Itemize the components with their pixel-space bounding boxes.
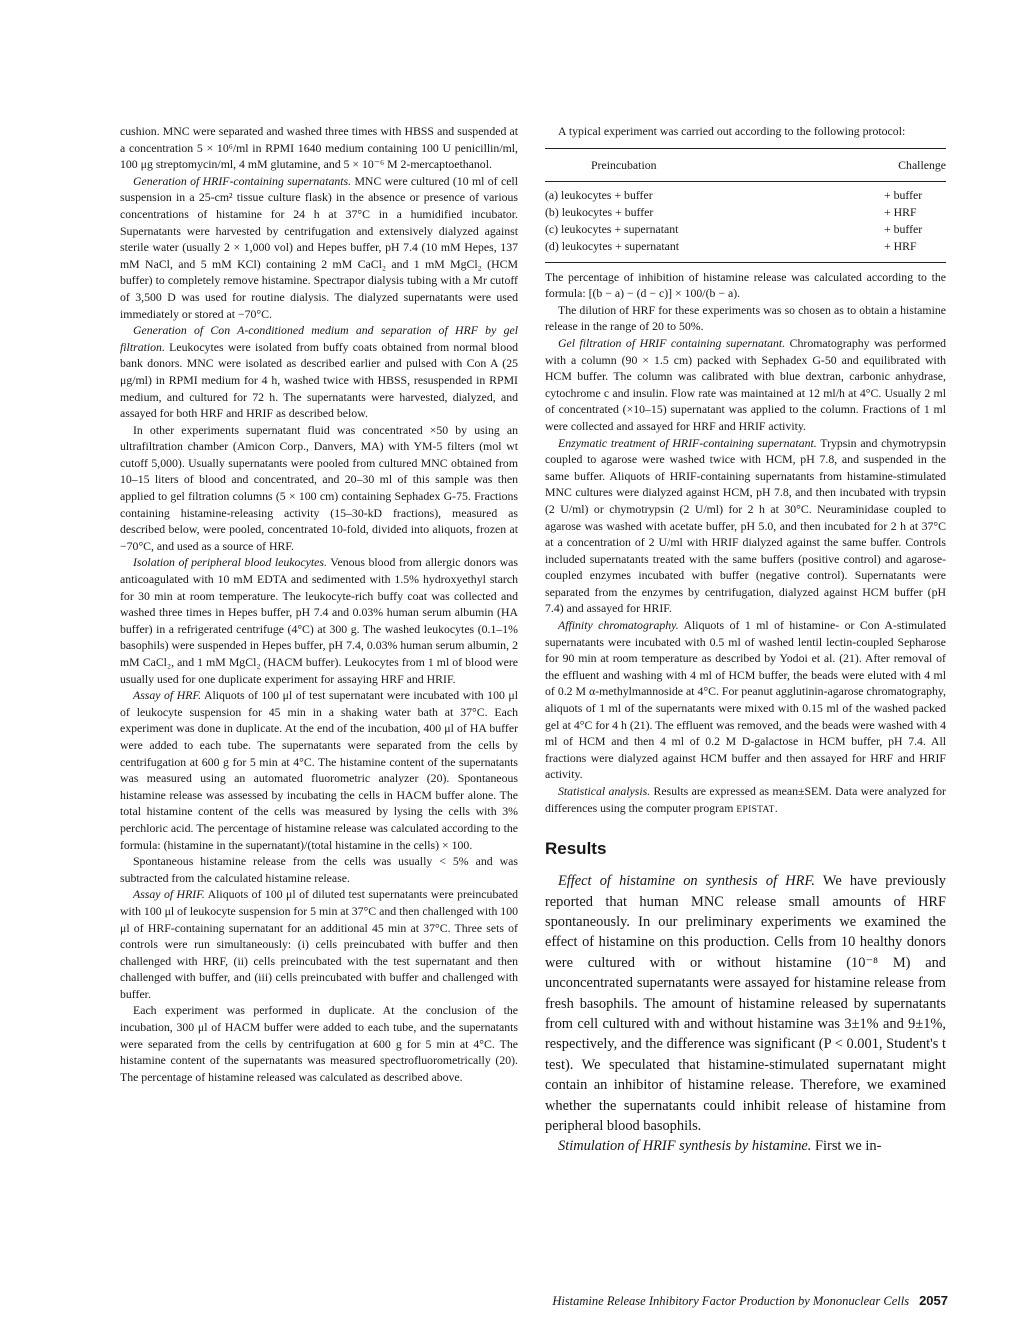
paragraph-cell-separation: cushion. MNC were separated and washed three times with HBSS and suspended at a concentration 5 × 10⁶/ml in RPMI 1640 medium containing 100 U penicillin/ml, 100 μg streptomycin/ml, 4 mM glutamine, and 5 × 10⁻⁶ M 2-mercaptoethanol. (120, 124, 518, 172)
protocol-table (545, 148, 946, 263)
paragraph-end: . (774, 800, 778, 815)
subheading: Effect of histamine on synthesis of HRF. (558, 873, 815, 890)
header-challenge: Challenge (898, 157, 946, 172)
table-header (545, 149, 946, 182)
running-title: Histamine Release Inhibitory Factor Production by Mononuclear Cells (552, 1294, 910, 1308)
cell-preincubation: (d) leukocytes + supernatant (545, 238, 680, 253)
paragraph-histamine-effect (545, 871, 946, 1136)
paragraph-gel-filtration (545, 335, 946, 435)
table-row (545, 187, 946, 204)
paragraph-affinity-chromatography (545, 617, 946, 783)
header-preincubation: Preincubation (591, 157, 657, 172)
subheading: Generation of HRIF-containing supernatants. (133, 173, 352, 188)
table-row (545, 204, 946, 221)
cell-preincubation: (c) leukocytes + supernatant (545, 221, 679, 236)
paragraph-leukocyte-isolation (120, 554, 518, 687)
paragraph-hrf-dilution: The dilution of HRF for these experiments was so chosen as to obtain a histamine release in the range of 20 to 50%. (545, 302, 946, 334)
cell-challenge: + HRF (884, 238, 917, 253)
subheading: Stimulation of HRIF synthesis by histamine. (558, 1138, 812, 1155)
paragraph-statistical-analysis (545, 783, 946, 818)
left-column (120, 123, 518, 1085)
paragraph-body: Venous blood from allergic donors was anticoagulated with 10 mM EDTA and sedimented with 1.5% hydroxyethyl starch for 30 min at room temperature. The leukocyte-rich buffy coat was collected and washed three times in Hepes buffer, pH 7.4 and 0.03% human serum albumin (HA buffer) in a refrigerated centrifuge (4°C) at 300 g. The washed leukocytes (0.1–1% basophils) were suspended in Hepes buffer, pH 7.4, 0.03% human serum albumin, 2 mM CaCl₂, and 1 mM MgCl₂ (HACM buffer). Leukocytes from 1 ml of blood were usually used for one duplicate experiment for assaying HRF and HRIF. (120, 555, 518, 686)
cell-preincubation: (b) leukocytes + buffer (545, 204, 654, 219)
paragraph-hrif-supernatants (120, 173, 518, 322)
cell-challenge: + HRF (884, 204, 917, 219)
subheading: Statistical analysis. (558, 784, 651, 798)
paragraph-body: Aliquots of 1 ml of histamine- or Con A-stimulated supernatants were incubated with 0.5 ml of washed lentil lectin-coupled Sepharose for 90 min at room temperature as described by Yodoi et al. (21). After removal of the effluent and washing with 4 ml of HCM buffer, the beads were eluted with 4 ml of 0.2 M α-methylmannoside at 4°C. For peanut agglutinin-agarose chromatography, aliquots of 1 ml of the supernatants were mixed with 0.15 ml of the washed packed gel at 4°C for 4 h (21). The effluent was removed, and the beads were washed with 4 ml of HCM and then 4 ml of 0.2 M D-galactose in HCM buffer, pH 7.4. All fractions were dialyzed against HCM buffer and then assayed for HRF and HRIF activity. (545, 618, 946, 782)
subheading: Generation of Con A-conditioned medium and separation of HRF by gel filtration. (120, 323, 518, 354)
subheading: Assay of HRF. (133, 688, 202, 703)
page-number: 2057 (919, 1293, 948, 1308)
paragraph-protocol-intro: A typical experiment was carried out according to the following protocol: (558, 124, 906, 138)
results-heading: Results (545, 839, 607, 859)
paragraph-inhibition-formula: The percentage of inhibition of histamine release was calculated according to the formula: [(b − a) − (d − c)] × 100/(b − a). (545, 269, 946, 301)
paragraph-hrif-stimulation (545, 1136, 946, 1156)
paragraph-enzymatic-treatment (545, 435, 946, 618)
table-body (545, 182, 946, 262)
results-text (545, 871, 946, 1157)
cell-preincubation: (a) leukocytes + buffer (545, 187, 653, 202)
subheading: Gel filtration of HRIF containing supernatant. (558, 335, 786, 350)
cell-challenge: + buffer (884, 221, 923, 236)
paragraph-assay-hrf (120, 687, 518, 853)
subheading: Assay of HRIF. (133, 887, 205, 902)
right-column (545, 123, 946, 1157)
page-footer (120, 1293, 948, 1309)
paragraph-body: Aliquots of 100 μl of diluted test supernatants were preincubated with 100 μl of leukocyte suspension for 5 min at 37°C and then challenged with 100 μl of HRF-containing supernatant for an additional 45 min at 37°C. Three sets of controls were run simultaneously: (i) cells preincubated with buffer and then challenged with HRF, (ii) cells preincubated with the test supernatant and then challenged with buffer, and (iii) cells preincubated with buffer and challenged with buffer. (120, 887, 518, 1001)
table-row (545, 238, 946, 255)
paragraph-body: Trypsin and chymotrypsin coupled to agarose were washed twice with HCM, pH 7.8, and suspended in the same buffer. Aliquots of HRIF-containing supernatants from histamine-stimulated MNC cultures were dialyzed against HCM, pH 7.8, and then incubated with trypsin (2 U/ml) or chymotrypsin (2 U/ml) for 2 h at 30°C. Neuraminidase coupled to agarose was washed with acetate buffer, pH 5.0, and then incubated for 2 h at 37°C at a concentration of 2 U/ml with HRIF dialyzed against the same buffer. Controls included supernatants treated with the same buffers (positive control) and agarose-coupled enzymes incubated with buffer (negative control). Supernatants were separated from the enzymes by centrifugation, dialyzed against HCM buffer (pH 7.4) and assayed for HRIF. (545, 435, 946, 616)
paragraph-body: Aliquots of 100 μl of test supernatant were incubated with 100 μl of leukocyte suspension for 45 min in a shaking water bath at 37°C. Each experiment was done in duplicate. At the end of the incubation, 400 μl of HA buffer were added to each tube. The supernatants were separated from the cells by centrifugation at 600 g for 5 min at 4°C. The histamine content of the supernatants was measured using an automated fluorometric analyzer (20). Spontaneous histamine release was assessed by incubating the cells in HACM buffer alone. The total histamine content of the cells was measured by lysing the cells with 3% perchloric acid. The percentage of histamine release was calculated according to the formula: (histamine in the supernatant)/(total histamine in the cells) × 100. (120, 688, 518, 852)
paragraph-duplicate: Each experiment was performed in duplicate. At the conclusion of the incubation, 300 μl of HACM buffer were added to each tube, and the supernatants were separated from the cells by centrifugation at 600 g for 5 min at 4°C. The histamine content of the supernatants was measured spectrofluorometrically (20). The percentage of histamine released was calculated as described above. (120, 1003, 518, 1084)
paragraph-body: Leukocytes were isolated from buffy coats obtained from normal blood bank donors. MNC were isolated as described earlier and pulsed with Con A (25 μg/ml) in RPMI medium for 4 h, washed twice with HBSS, resuspended in RPMI medium, and cultured for 72 h. The supernatants were harvested, dialyzed, and assayed for both HRF and HRIF as described below. (120, 339, 518, 421)
subheading: Enzymatic treatment of HRIF-containing supernatant. (558, 435, 817, 450)
cell-challenge: + buffer (884, 187, 923, 202)
subheading: Affinity chromatography. (558, 618, 679, 633)
paragraph-body: Results are expressed as mean±SEM. Data were analyzed for differences using the computer program (545, 784, 946, 815)
paragraph-body: Chromatography was performed with a column (90 × 1.5 cm) packed with Sephadex G-50 and equilibrated with HCM buffer. The column was calibrated with blue dextran, carbonic anhydrase, cytochrome c and insulin. Flow rate was maintained at 12 ml/h at 4°C. Usually 2 ml of concentrated (×10–15) supernatant was applied to the column. Fractions of 1 ml were collected and assayed for HRF and HRIF activity. (545, 335, 946, 433)
paragraph-body: MNC were cultured (10 ml of cell suspension in a 25-cm² tissue culture flask) in the absence or presence of various concentrations of histamine for 24 h at 37°C in a humidified incubator. Supernatants were harvested by centrifugation and extensively dialyzed against sterile water (usually 2 × 1,000 vol) and Hepes buffer, pH 7.4 (10 mM Hepes, 137 mM NaCl, and 5 mM KCl) containing 2 mM CaCl₂ and 1 mM MgCl₂ (HCM buffer) to completely remove histamine. Spectrapor dialysis tubing with a Mr cutoff of 3,500 D was used for routine dialysis. The dialyzed supernatants were used immediately or stored at −70°C. (120, 173, 518, 321)
paragraph-spontaneous-release: Spontaneous histamine release from the cells was usually < 5% and was subtracted from the calculated histamine release. (120, 854, 518, 885)
paragraph-body: First we in- (811, 1138, 882, 1155)
program-name: EPISTAT (736, 804, 775, 815)
paragraph-con-a-medium (120, 322, 518, 422)
table-row (545, 221, 946, 238)
paragraph-assay-hrif (120, 886, 518, 1002)
paragraph-body: We have previously reported that human MNC release small amounts of HRF spontaneously. In our preliminary experiments we examined the effect of histamine on this production. Cells from 10 healthy donors were cultured with or without histamine (10⁻⁸ M) and unconcentrated supernatants were assayed for histamine release from fresh basophils. The amount of histamine released by supernatants from cell cultured with and without histamine was 3±1% and 9±1%, respectively, and the difference was significant (P < 0.001, Student's t test). We speculated that histamine-stimulated supernatant might contain an inhibitor of histamine release. Therefore, we examined whether the supernatants could inhibit release of histamine from peripheral blood basophils. (545, 873, 946, 1135)
paragraph-concentration: In other experiments supernatant fluid was concentrated ×50 by using an ultrafiltration chamber (Amicon Corp., Danvers, MA) with YM-5 filters (mol wt cutoff 5,000). Usually supernatants were pooled from cultured MNC obtained from 10–15 liters of blood and concentrated, and 20–30 ml of this sample was then applied to gel filtration columns (5 × 100 cm) containing Sephadex G-75. Fractions containing histamine-releasing activity (15–30-kD fractions), measured as described below, were pooled, concentrated 10-fold, divided into aliquots, frozen at −70°C, and used as a source of HRF. (120, 422, 518, 553)
subheading: Isolation of peripheral blood leukocytes. (133, 555, 327, 570)
